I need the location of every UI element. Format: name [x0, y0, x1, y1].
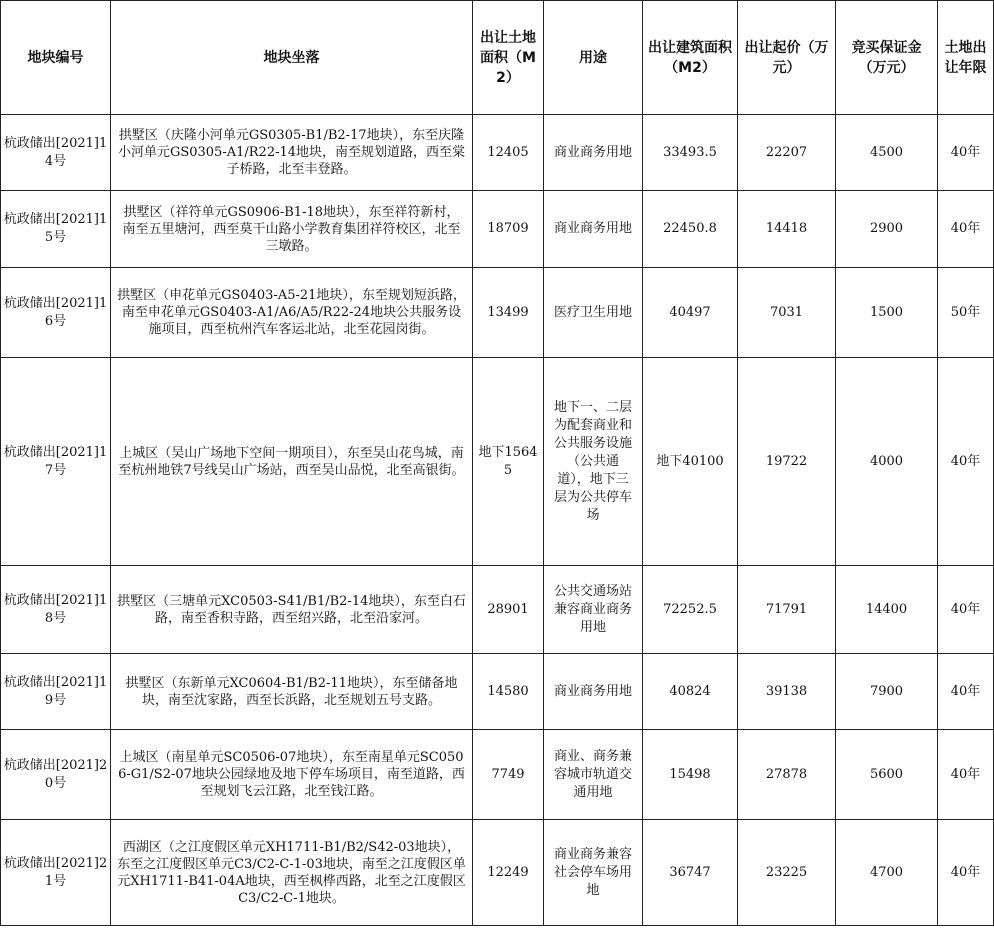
start-price: 7031 — [738, 268, 836, 358]
building-area: 36747 — [643, 820, 738, 926]
building-area: 72252.5 — [643, 566, 738, 654]
building-area: 40497 — [643, 268, 738, 358]
land-area: 7749 — [473, 730, 544, 820]
deposit: 5600 — [836, 730, 938, 820]
header-deposit: 竞买保证金（万元） — [836, 1, 938, 115]
header-start-price: 出让起价（万元） — [738, 1, 836, 115]
parcel-id: 杭政储出[2021]16号 — [1, 268, 111, 358]
table-row — [1, 115, 994, 191]
parcel-location: 拱墅区（庆隆小河单元GS0305-B1/B2-17地块），东至庆隆小河单元GS0305-A1/R22-14地块，南至规划道路，西至棠子桥路，北至丰登路。 — [111, 115, 473, 191]
header-term: 土地出让年限 — [938, 1, 994, 115]
parcel-id: 杭政储出[2021]14号 — [1, 115, 111, 191]
deposit: 2900 — [836, 191, 938, 268]
table-row — [1, 730, 994, 820]
header-row — [1, 1, 994, 115]
parcel-location: 拱墅区（申花单元GS0403-A5-21地块），东至规划短浜路，南至申花单元GS0403-A1/A6/A5/R22-24地块公共服务设施项目，西至杭州汽车客运北站，北至花园岗街。 — [111, 268, 473, 358]
header-location: 地块坐落 — [111, 1, 473, 115]
header-use: 用途 — [544, 1, 643, 115]
term: 40年 — [938, 115, 994, 191]
land-use: 商业商务用地 — [544, 115, 643, 191]
table-row — [1, 654, 994, 730]
term: 50年 — [938, 268, 994, 358]
land-area: 12249 — [473, 820, 544, 926]
land-area: 28901 — [473, 566, 544, 654]
land-area: 地下15645 — [473, 358, 544, 566]
start-price: 19722 — [738, 358, 836, 566]
start-price: 14418 — [738, 191, 836, 268]
term: 40年 — [938, 654, 994, 730]
land-use: 商业商务用地 — [544, 191, 643, 268]
parcel-location: 上城区（南星单元SC0506-07地块），东至南星单元SC0506-G1/S2-07地块公园绿地及地下停车场项目，南至道路，西至规划飞云江路，北至钱江路。 — [111, 730, 473, 820]
term: 40年 — [938, 358, 994, 566]
land-use: 商业商务兼容社会停车场用地 — [544, 820, 643, 926]
start-price: 71791 — [738, 566, 836, 654]
table-row — [1, 358, 994, 566]
land-area: 12405 — [473, 115, 544, 191]
building-area: 40824 — [643, 654, 738, 730]
header-building-area: 出让建筑面积（M2） — [643, 1, 738, 115]
term: 40年 — [938, 566, 994, 654]
parcel-id: 杭政储出[2021]21号 — [1, 820, 111, 926]
deposit: 4000 — [836, 358, 938, 566]
parcel-id: 杭政储出[2021]15号 — [1, 191, 111, 268]
land-use: 商业商务用地 — [544, 654, 643, 730]
deposit: 7900 — [836, 654, 938, 730]
deposit: 4500 — [836, 115, 938, 191]
parcel-location: 拱墅区（东新单元XC0604-B1/B2-11地块），东至储备地块，南至沈家路，西至长浜路，北至规划五号支路。 — [111, 654, 473, 730]
deposit: 14400 — [836, 566, 938, 654]
building-area: 15498 — [643, 730, 738, 820]
parcel-id: 杭政储出[2021]17号 — [1, 358, 111, 566]
header-id: 地块编号 — [1, 1, 111, 115]
land-use: 医疗卫生用地 — [544, 268, 643, 358]
start-price: 22207 — [738, 115, 836, 191]
term: 40年 — [938, 730, 994, 820]
parcel-id: 杭政储出[2021]20号 — [1, 730, 111, 820]
table-row — [1, 268, 994, 358]
parcel-location: 上城区（吴山广场地下空间一期项目），东至吴山花鸟城，南至杭州地铁7号线吴山广场站，西至吴山品悦，北至高银街。 — [111, 358, 473, 566]
table-row — [1, 191, 994, 268]
building-area: 33493.5 — [643, 115, 738, 191]
start-price: 27878 — [738, 730, 836, 820]
land-use: 公共交通场站兼容商业商务用地 — [544, 566, 643, 654]
land-use: 商业、商务兼容城市轨道交通用地 — [544, 730, 643, 820]
table-row — [1, 566, 994, 654]
land-area: 14580 — [473, 654, 544, 730]
table-row — [1, 820, 994, 926]
land-use: 地下一、二层为配套商业和公共服务设施（公共通道），地下三层为公共停车场 — [544, 358, 643, 566]
parcel-id: 杭政储出[2021]19号 — [1, 654, 111, 730]
parcel-id: 杭政储出[2021]18号 — [1, 566, 111, 654]
deposit: 4700 — [836, 820, 938, 926]
building-area: 地下40100 — [643, 358, 738, 566]
parcel-location: 西湖区（之江度假区单元XH1711-B1/B2/S42-03地块），东至之江度假区单元C3/C2-C-1-03地块，南至之江度假区单元XH1711-B41-04A地块，西至枫桦西路，北至之江度假区C3/C2-C-1地块。 — [111, 820, 473, 926]
land-area: 18709 — [473, 191, 544, 268]
parcel-location: 拱墅区（祥符单元GS0906-B1-18地块），东至祥符新村，南至五里塘河，西至莫干山路小学教育集团祥符校区，北至三墩路。 — [111, 191, 473, 268]
deposit: 1500 — [836, 268, 938, 358]
start-price: 39138 — [738, 654, 836, 730]
parcel-location: 拱墅区（三塘单元XC0503-S41/B1/B2-14地块），东至白石路，南至香积寺路，西至绍兴路，北至沿家河。 — [111, 566, 473, 654]
building-area: 22450.8 — [643, 191, 738, 268]
term: 40年 — [938, 820, 994, 926]
land-area: 13499 — [473, 268, 544, 358]
header-land-area: 出让土地面积（M2） — [473, 1, 544, 115]
start-price: 23225 — [738, 820, 836, 926]
term: 40年 — [938, 191, 994, 268]
